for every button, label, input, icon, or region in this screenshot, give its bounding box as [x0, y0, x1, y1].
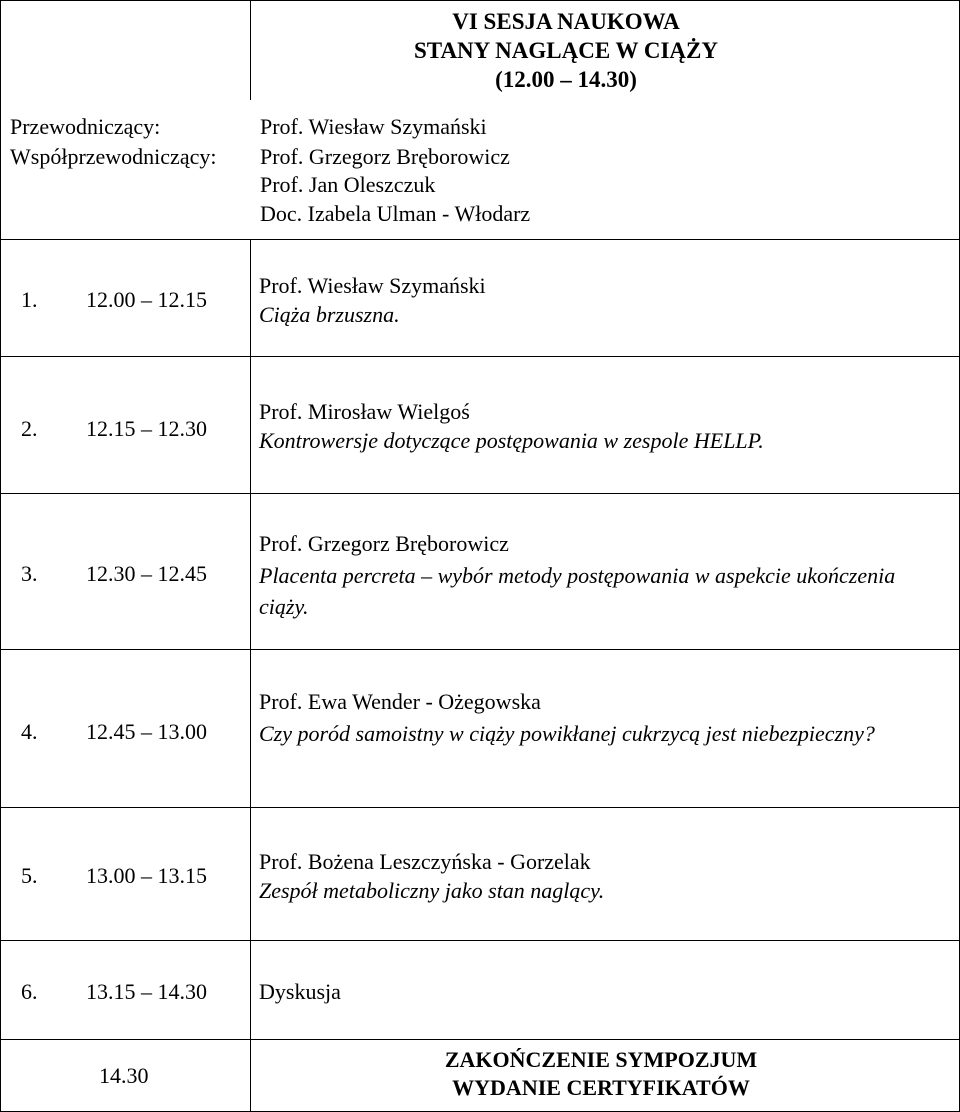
column-divider — [250, 239, 251, 1111]
cochair-label: Współprzewodniczący: — [10, 144, 217, 169]
talk-speaker: Prof. Wiesław Szymański — [259, 273, 486, 298]
row-separator — [1, 493, 960, 494]
talk-number: 4. — [21, 719, 38, 744]
talk-title: Zespół metaboliczny jako stan naglący. — [259, 878, 605, 903]
cochair-name: Doc. Izabela Ulman - Włodarz — [260, 201, 531, 226]
talk-number: 3. — [21, 561, 38, 586]
session-title: VI SESJA NAUKOWA — [452, 9, 680, 34]
row-separator — [1, 807, 960, 808]
talk-speaker: Prof. Bożena Leszczyńska - Gorzelak — [259, 849, 591, 874]
talk-number: 2. — [21, 416, 38, 441]
discussion-label: Dyskusja — [259, 979, 341, 1004]
talk-time: 12.00 – 12.15 — [86, 287, 207, 312]
row-separator — [1, 356, 960, 357]
row-separator — [1, 649, 960, 650]
talk-number: 5. — [21, 863, 38, 888]
closing-time: 14.30 — [99, 1063, 149, 1088]
row-separator — [1, 239, 960, 240]
talk-title: Kontrowersje dotyczące postępowania w zespole HELLP. — [259, 428, 764, 453]
talk-title: Placenta percreta – wybór metody postępowania w aspekcie ukończenia ciąży. — [259, 563, 896, 619]
talk-time: 13.15 – 14.30 — [86, 979, 207, 1004]
closing-line-2: WYDANIE CERTYFIKATÓW — [452, 1075, 750, 1100]
talk-title: Czy poród samoistny w ciąży powikłanej cukrzycą jest niebezpieczny? — [259, 721, 875, 746]
talk-time: 13.00 – 13.15 — [86, 863, 207, 888]
talk-time: 12.15 – 12.30 — [86, 416, 207, 441]
talk-time: 12.30 – 12.45 — [86, 561, 207, 586]
talk-speaker: Prof. Grzegorz Bręborowicz — [259, 531, 509, 556]
session-subtitle: STANY NAGLĄCE W CIĄŻY — [414, 38, 718, 63]
closing-line-1: ZAKOŃCZENIE SYMPOZJUM — [444, 1047, 758, 1072]
cochair-name: Prof. Jan Oleszczuk — [260, 172, 436, 197]
cochair-name: Prof. Grzegorz Bręborowicz — [260, 144, 510, 169]
talk-title: Ciąża brzuszna. — [259, 302, 400, 327]
session-time: (12.00 – 14.30) — [495, 67, 637, 92]
row-separator — [1, 1039, 960, 1040]
talk-number: 6. — [21, 979, 38, 1004]
talk-time: 12.45 – 13.00 — [86, 719, 207, 744]
talk-speaker: Prof. Mirosław Wielgoś — [259, 399, 470, 424]
talk-number: 1. — [21, 287, 38, 312]
talk-speaker: Prof. Ewa Wender - Ożegowska — [259, 689, 541, 714]
chair-name: Prof. Wiesław Szymański — [260, 114, 487, 139]
row-separator — [1, 940, 960, 941]
chair-label: Przewodniczący: — [10, 114, 161, 139]
